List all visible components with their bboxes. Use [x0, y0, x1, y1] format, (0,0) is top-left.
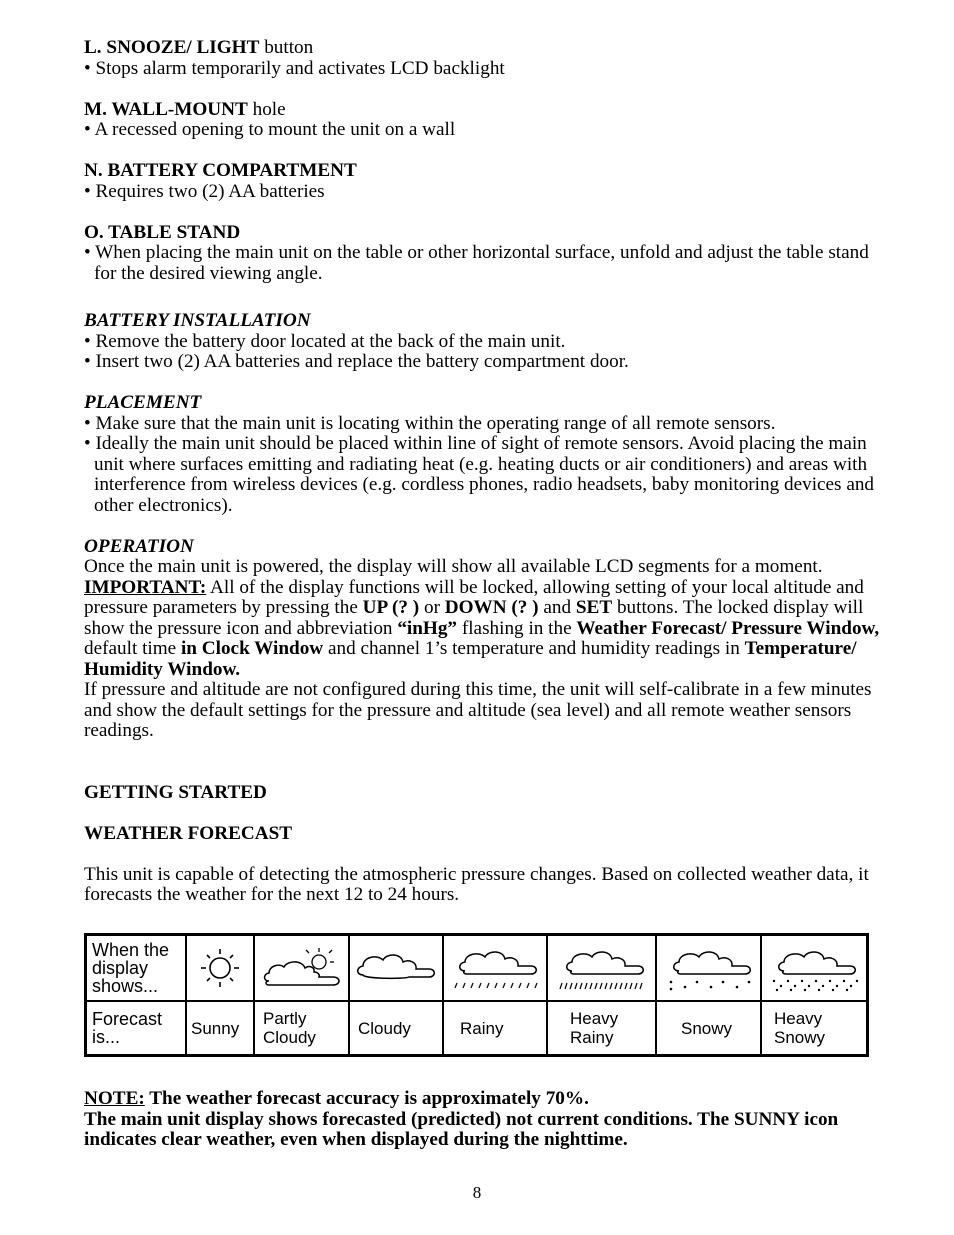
section-battery-installation [84, 311, 884, 373]
text-run: and channel 1’s temperature and humidity readings in [323, 638, 745, 659]
forecast-cell [547, 1001, 656, 1056]
section-title: OPERATION [84, 535, 194, 557]
text-run: or [419, 597, 445, 618]
section-title: BATTERY INSTALLATION [84, 310, 311, 331]
note-text: The weather forecast accuracy is approximately 70%. [144, 1088, 589, 1109]
icon-cell [349, 935, 443, 1002]
icon-cell [186, 935, 254, 1002]
forecast-label: Partly Cloudy [263, 1009, 316, 1047]
snowy-icon [661, 943, 757, 993]
row-label: Forecast is... [92, 1009, 163, 1047]
section-title: L. SNOOZE/ LIGHT [84, 37, 260, 58]
icon-cell [656, 935, 761, 1002]
text-run: and [538, 597, 576, 618]
row-label-cell [86, 1001, 187, 1056]
forecast-table [84, 933, 869, 1057]
bullet-item: • Insert two (2) AA batteries and replace the battery compartment door. [84, 351, 629, 372]
bullet-item: • When placing the main unit on the table or other horizontal surface, unfold and adjust the table stand for the desired viewing angle. [84, 242, 869, 284]
text-run: buttons. The locked display will show the pressure icon and abbreviation [84, 597, 864, 639]
table-row [86, 935, 868, 1002]
row-label-cell [86, 935, 187, 1002]
forecast-label: Cloudy [358, 1018, 411, 1038]
forecast-cell [761, 1001, 868, 1056]
section-table-stand [84, 223, 884, 285]
operation-paragraph-2 [84, 578, 884, 681]
section-title-suffix: button [259, 37, 314, 58]
icon-cell [443, 935, 547, 1002]
text-run: All of the display functions will be locked, allowing setting of your local altitude and pressure parameters by pressing the [84, 576, 864, 618]
note-label: NOTE: [84, 1088, 145, 1109]
row-label: When the display shows... [92, 940, 170, 996]
rainy-icon [447, 943, 543, 993]
note-line-1 [84, 1089, 884, 1110]
window-ref: Temperature/ Humidity Window. [84, 638, 857, 680]
forecast-label: Sunny [191, 1018, 240, 1038]
set-button-ref: SET [575, 597, 613, 618]
table-row [86, 1001, 868, 1056]
forecast-cell [656, 1001, 761, 1056]
cloudy-icon [353, 945, 439, 991]
icon-cell [547, 935, 656, 1002]
section-title-suffix: hole [247, 98, 286, 120]
bullet-item: • Ideally the main unit should be placed within line of sight of remote sensors. Avoid placing the main unit where surfaces emitting and radiating heat (e.g. heating ducts or air conditioners) and areas with interference from wireless devices (e.g. cordless phones, radio headsets, baby monitoring devices and other electronics). [84, 433, 875, 516]
window-ref: in Clock Window [180, 638, 324, 659]
bullet-item: • Requires two (2) AA batteries [84, 180, 325, 202]
section-title: PLACEMENT [84, 392, 202, 413]
operation-paragraph-3: If pressure and altitude are not configured during this time, the unit will self-calibrate in a few minutes and show the default settings for the pressure and altitude (sea level) and all remote weather sensors readings. [84, 679, 872, 741]
window-ref: Weather Forecast/ Pressure Window, [576, 617, 880, 639]
forecast-cell [443, 1001, 547, 1056]
bullet-item: • Remove the battery door located at the back of the main unit. [84, 330, 566, 352]
note-block [84, 1089, 884, 1151]
bullet-item: • Stops alarm temporarily and activates LCD backlight [84, 57, 505, 79]
section-title: N. BATTERY COMPARTMENT [84, 160, 357, 181]
text-run: flashing in the [457, 617, 577, 639]
partly-cloudy-icon [257, 945, 347, 991]
forecast-cell [349, 1001, 443, 1056]
section-wall-mount [84, 100, 884, 141]
forecast-label: Heavy Rainy [570, 1009, 619, 1047]
icon-cell [761, 935, 868, 1002]
page-number: 8 [472, 1183, 482, 1202]
icon-cell [254, 935, 349, 1002]
sunny-icon [195, 945, 245, 991]
forecast-cell [254, 1001, 349, 1056]
weather-forecast-body: This unit is capable of detecting the atmospheric pressure changes. Based on collected weather data, it forecasts the weather for the next 12 to 24 hours. [84, 863, 869, 905]
down-button-ref: DOWN (? ) [444, 597, 539, 618]
section-operation [84, 537, 884, 742]
forecast-label: Rainy [460, 1018, 504, 1038]
bullet-item: • Make sure that the main unit is locating within the operating range of all remote sensors. [84, 412, 776, 434]
operation-paragraph-1: Once the main unit is powered, the display will show all available LCD segments for a moment. [84, 556, 823, 577]
forecast-label: Snowy [681, 1018, 733, 1038]
section-title: M. WALL-MOUNT [84, 98, 248, 120]
text-run: default time [84, 638, 181, 659]
forecast-label: Heavy Snowy [774, 1009, 826, 1047]
heavy-rainy-icon [554, 943, 650, 993]
heavy-snowy-icon [766, 943, 862, 993]
forecast-cell [186, 1001, 254, 1056]
section-placement [84, 393, 884, 516]
heading-getting-started: GETTING STARTED [84, 781, 267, 803]
important-label: IMPORTANT: [84, 576, 207, 598]
bullet-item: • A recessed opening to mount the unit on a wall [84, 119, 456, 140]
inhg-ref: “inHg” [397, 617, 458, 639]
section-battery-compartment [84, 161, 884, 202]
section-title: O. TABLE STAND [84, 221, 241, 243]
section-snooze-light [84, 38, 884, 79]
up-button-ref: UP (? ) [362, 597, 420, 618]
heading-weather-forecast: WEATHER FORECAST [84, 822, 293, 844]
note-line-2: The main unit display shows forecasted (predicted) not current conditions. The SUNNY icon indicates clear weather, even when displayed during the nighttime. [84, 1108, 839, 1150]
manual-page [84, 38, 884, 926]
